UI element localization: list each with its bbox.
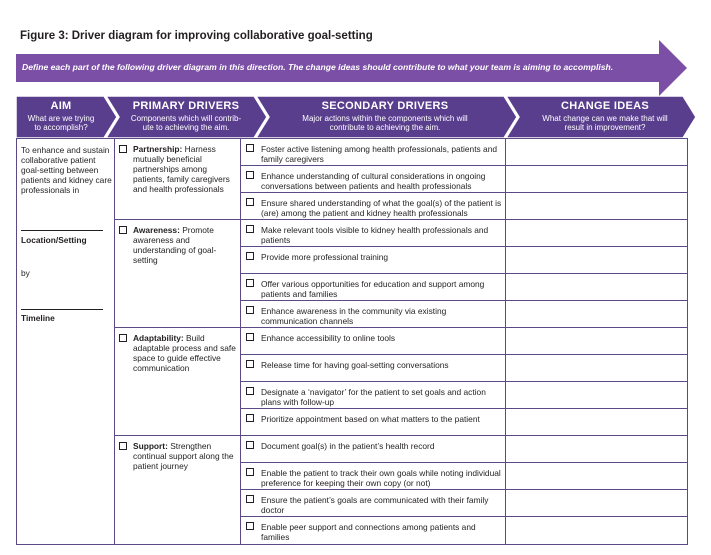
secondary-driver-item: Make relevant tools visible to kidney health professionals and patients bbox=[261, 225, 489, 245]
primary-driver-awareness bbox=[133, 225, 238, 265]
primary-driver-partnership bbox=[133, 144, 238, 194]
secondary-driver-item: Enhance understanding of cultural considerations in ongoing conversations between patients and health professionals bbox=[261, 171, 486, 191]
header-aim-sub-1: What are we trying bbox=[27, 114, 95, 123]
secondary-driver-item: Enable the patient to track their own goals while noting individual preference for keeping their own copy (or not) bbox=[261, 468, 501, 488]
primary-driver-text: Build adaptable process and safe space to guide effective communication bbox=[133, 333, 236, 373]
by-label: by bbox=[21, 268, 30, 278]
secondary-driver-item: Document goal(s) in the patient’s health record bbox=[261, 441, 435, 451]
header-aim bbox=[16, 100, 106, 132]
secondary-checkbox[interactable] bbox=[246, 171, 254, 179]
primary-driver-text: Strengthen continual support along the patient journey bbox=[133, 441, 234, 471]
header-change bbox=[520, 100, 690, 132]
location-setting-label: Location/Setting bbox=[21, 235, 87, 245]
header-secondary-sub-2: contribute to achieving the aim. bbox=[329, 123, 441, 132]
secondary-driver-item: Designate a ‘navigator’ for the patient to set goals and action plans with follow-up bbox=[261, 387, 486, 407]
direction-banner-text: Define each part of the following driver diagram in this direction. The change ideas should contribute to what your team is aiming to accomplish. bbox=[22, 62, 614, 72]
header-change-sub-2: result in improvement? bbox=[564, 123, 646, 132]
primary-checkbox[interactable] bbox=[119, 145, 127, 153]
header-secondary-sub-1: Major actions within the components which will bbox=[302, 114, 468, 123]
secondary-checkbox[interactable] bbox=[246, 414, 254, 422]
primary-checkbox[interactable] bbox=[119, 226, 127, 234]
primary-driver-adaptability bbox=[133, 333, 238, 373]
primary-driver-label: Support: bbox=[133, 441, 168, 451]
primary-checkbox[interactable] bbox=[119, 334, 127, 342]
secondary-checkbox[interactable] bbox=[246, 225, 254, 233]
primary-checkbox[interactable] bbox=[119, 442, 127, 450]
secondary-checkbox[interactable] bbox=[246, 252, 254, 260]
secondary-checkbox[interactable] bbox=[246, 279, 254, 287]
secondary-driver-item: Release time for having goal-setting conversations bbox=[261, 360, 449, 370]
secondary-checkbox[interactable] bbox=[246, 468, 254, 476]
secondary-driver-item: Provide more professional training bbox=[261, 252, 389, 262]
secondary-driver-item: Offer various opportunities for education and support among patients and families bbox=[261, 279, 485, 299]
secondary-driver-item: Ensure shared understanding of what the goal(s) of the patient is (are) among the patient and kidney health professionals bbox=[261, 198, 502, 218]
header-secondary-title: SECONDARY DRIVERS bbox=[321, 100, 449, 112]
header-primary-sub-2: ute to achieving the aim. bbox=[142, 123, 230, 132]
secondary-driver-item: Enhance accessibility to online tools bbox=[261, 333, 396, 343]
header-secondary bbox=[270, 100, 500, 132]
primary-driver-text: Promote awareness and understanding of goal-setting bbox=[133, 225, 217, 265]
timeline-signature-line bbox=[21, 309, 103, 310]
header-primary bbox=[116, 100, 256, 132]
secondary-driver-item: Prioritize appointment based on what matters to the patient bbox=[261, 414, 480, 424]
secondary-checkbox[interactable] bbox=[246, 522, 254, 530]
secondary-checkbox[interactable] bbox=[246, 360, 254, 368]
primary-driver-text: Harness mutually beneficial partnerships among patients, family caregivers and health professionals bbox=[133, 144, 230, 194]
location-signature-line bbox=[21, 230, 103, 231]
aim-text: To enhance and sustain collaborative patient goal-setting between patients and kidney care professionals in bbox=[21, 145, 112, 195]
secondary-checkbox[interactable] bbox=[246, 495, 254, 503]
header-change-title: CHANGE IDEAS bbox=[561, 100, 649, 112]
secondary-checkbox[interactable] bbox=[246, 441, 254, 449]
header-aim-sub-2: to accomplish? bbox=[34, 123, 88, 132]
secondary-driver-item: Foster active listening among health professionals, patients and family caregivers bbox=[261, 144, 498, 164]
secondary-checkbox[interactable] bbox=[246, 387, 254, 395]
header-primary-sub-1: Components which will contrib- bbox=[130, 114, 242, 123]
primary-driver-support bbox=[133, 441, 238, 471]
secondary-checkbox[interactable] bbox=[246, 333, 254, 341]
secondary-driver-item: Enable peer support and connections among patients and families bbox=[261, 522, 476, 542]
secondary-checkbox[interactable] bbox=[246, 306, 254, 314]
figure-title: Figure 3: Driver diagram for improving collaborative goal-setting bbox=[20, 30, 373, 42]
timeline-label: Timeline bbox=[21, 313, 55, 323]
secondary-checkbox[interactable] bbox=[246, 198, 254, 206]
change-ideas-column[interactable] bbox=[506, 139, 687, 544]
primary-driver-label: Awareness: bbox=[133, 225, 180, 235]
secondary-checkbox[interactable] bbox=[246, 144, 254, 152]
header-aim-title: AIM bbox=[50, 100, 72, 112]
secondary-driver-item: Enhance awareness in the community via existing communication channels bbox=[261, 306, 447, 326]
header-change-sub-1: What change can we make that will bbox=[542, 114, 668, 123]
primary-driver-label: Adaptability: bbox=[133, 333, 184, 343]
primary-driver-label: Partnership: bbox=[133, 144, 183, 154]
secondary-driver-item: Ensure the patient’s goals are communicated with their family doctor bbox=[261, 495, 489, 515]
header-primary-title: PRIMARY DRIVERS bbox=[132, 100, 240, 112]
